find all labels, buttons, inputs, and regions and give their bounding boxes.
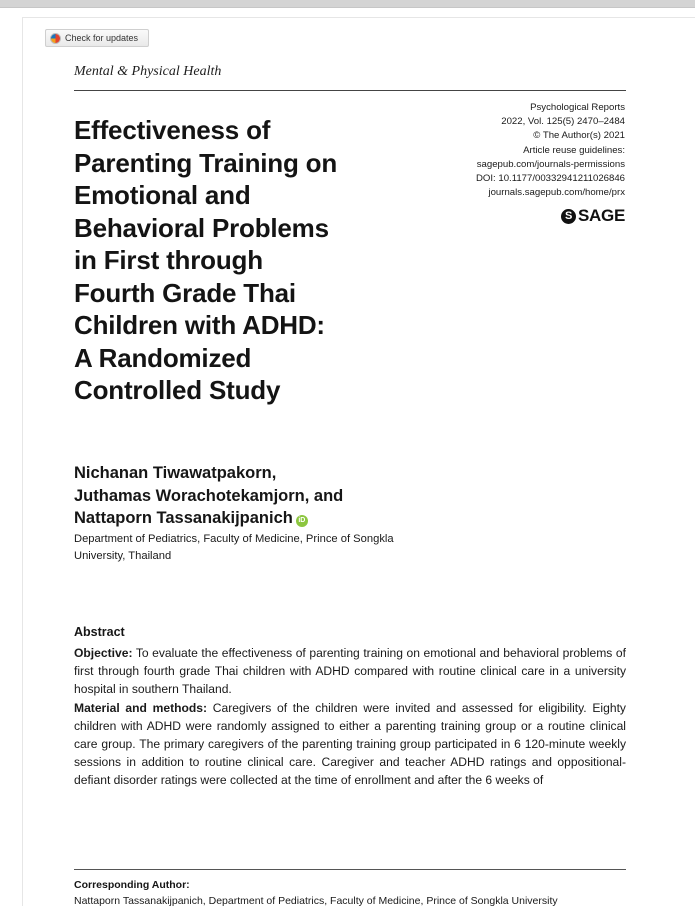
check-for-updates-button[interactable] (45, 29, 149, 47)
journal-volume: 2022, Vol. 125(5) 2470–2484 (501, 116, 625, 128)
title-line: Emotional and (74, 180, 251, 210)
author-list (74, 462, 343, 530)
title-line: Behavioral Problems (74, 212, 329, 243)
abstract-body (74, 644, 626, 790)
corresponding-author-heading: Corresponding Author: (74, 879, 190, 891)
corresponding-author-text: Nattaporn Tassanakijpanich, Department of Pediatrics, Faculty of Medicine, Prince of Songkla University (74, 895, 558, 907)
sage-s-icon: S (561, 209, 576, 224)
author-name: Nattaporn Tassanakijpanich (74, 509, 293, 528)
permissions-link[interactable]: sagepub.com/journals-permissions (476, 158, 625, 170)
crossmark-icon (50, 33, 61, 44)
publisher-name: SAGE (578, 206, 625, 225)
copyright: © The Author(s) 2021 (533, 130, 625, 142)
section-heading: Mental & Physical Health (74, 64, 222, 79)
methods-label: Material and methods: (74, 700, 208, 715)
title-line: Fourth Grade Thai (74, 277, 296, 308)
title-line: Effectiveness of (74, 115, 271, 145)
author-line-3 (74, 507, 343, 530)
author-line: Juthamas Worachotekamjorn, and (74, 486, 344, 505)
abstract-objective (74, 644, 626, 699)
author-line: Nichanan Tiwawatpakorn, (74, 464, 277, 482)
journal-name: Psychological Reports (530, 102, 625, 113)
objective-text: To evaluate the effectiveness of parenting training on emotional and behavioral problems of first through fourth grade Thai children with ADHD compared with routine clinical care in a university hospital in southern Thailand. (74, 646, 626, 697)
title-line: Parenting Training on (74, 147, 338, 178)
abstract-heading: Abstract (74, 625, 125, 639)
article-title (74, 114, 414, 407)
abstract-methods (74, 699, 626, 790)
header-rule (74, 90, 626, 91)
viewer-top-bar (0, 0, 695, 8)
methods-text: Caregivers of the children were invited and assessed for eligibility. Eighty children with ADHD were randomly assigned to either a parenting training group or a routine clinical care group. The primary caregivers of the parenting training group participated in 6 120-minute weekly sessions in addition to routine clinical care. Caregiver and teacher ADHD ratings and oppositional-defiant disorder ratings were collected at the time of enrollment and after the 6 weeks of (74, 700, 626, 788)
title-line: A Randomized (74, 342, 252, 373)
title-line: Controlled Study (74, 375, 281, 405)
doi[interactable]: DOI: 10.1177/00332941211026846 (475, 173, 625, 185)
objective-label: Objective: (74, 646, 133, 660)
orcid-icon[interactable]: iD (296, 515, 308, 527)
publisher-logo (561, 206, 625, 226)
footnote-rule (74, 869, 626, 870)
reuse-guidelines-label: Article reuse guidelines: (523, 144, 625, 156)
title-line: in First through (74, 245, 263, 275)
title-line: Children with ADHD: (74, 310, 325, 340)
check-for-updates-label: Check for updates (65, 33, 139, 43)
affiliation: Department of Pediatrics, Faculty of Medicine, Prince of Songkla University, Thailand (74, 533, 394, 562)
journal-metadata (476, 101, 625, 200)
journal-homepage-link[interactable]: journals.sagepub.com/home/prx (488, 187, 625, 199)
